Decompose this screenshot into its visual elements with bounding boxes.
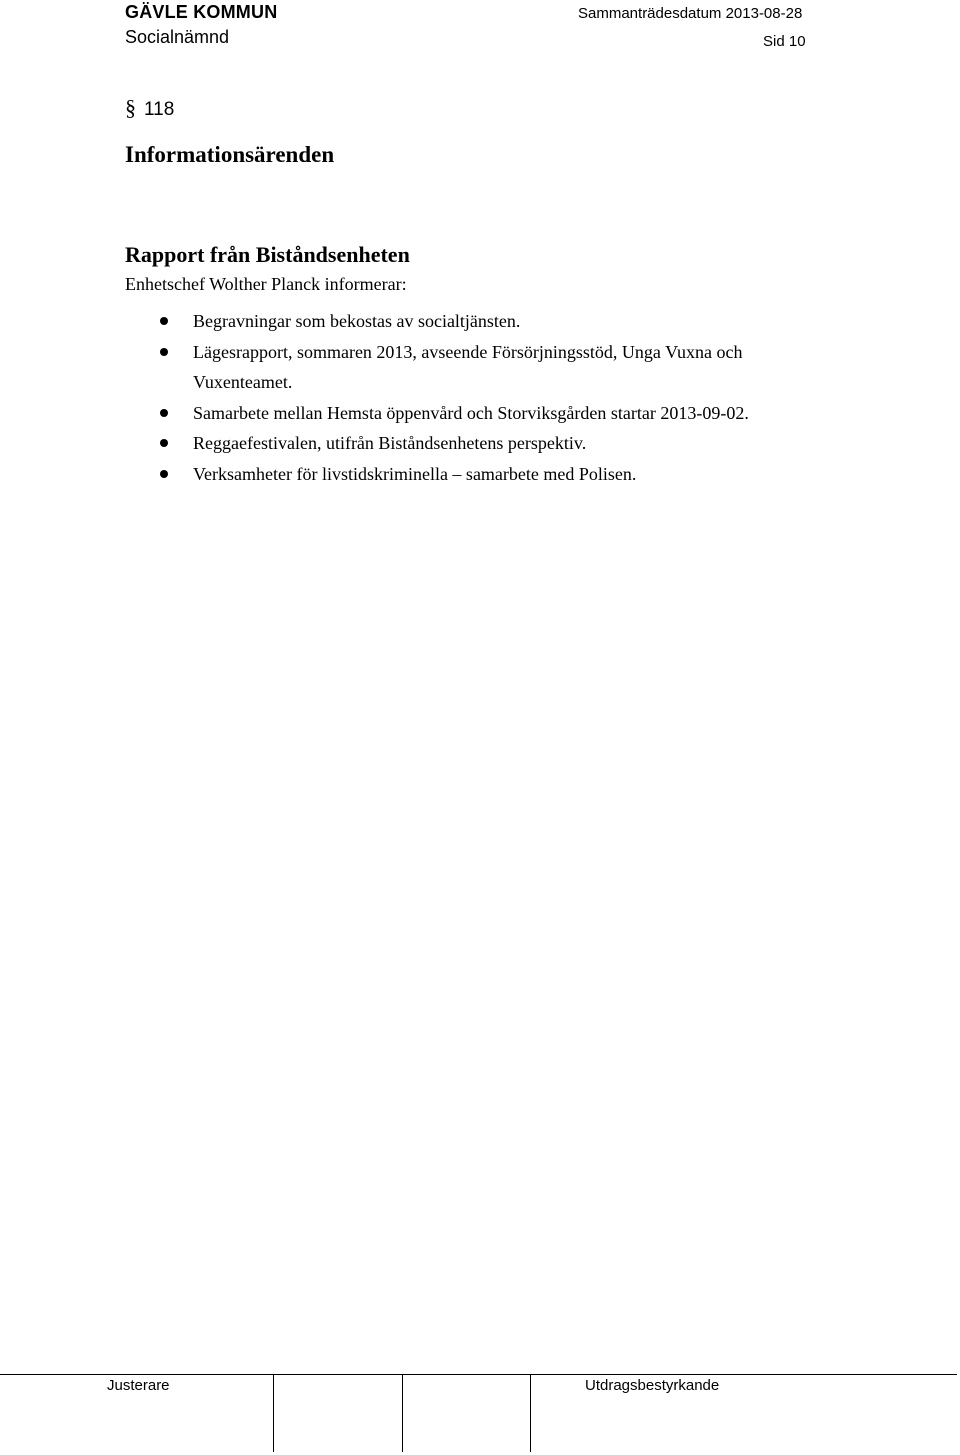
- list-item: [125, 459, 765, 490]
- bullet-icon: [160, 439, 168, 447]
- list-item: [125, 398, 765, 429]
- list-item-text: Reggaefestivalen, utifrån Biståndsenhetens perspektiv.: [193, 433, 587, 453]
- list-item-text: Lägesrapport, sommaren 2013, avseende Försörjningsstöd, Unga Vuxna och Vuxenteamet.: [193, 341, 743, 392]
- page-number: Sid 10: [763, 33, 806, 50]
- bullet-icon: [160, 470, 168, 478]
- organization-name: GÄVLE KOMMUN: [125, 2, 278, 22]
- department-name: Socialnämnd: [125, 27, 230, 47]
- section-sign: §: [125, 95, 136, 120]
- footer-rule: [0, 1374, 957, 1375]
- list-item: [125, 306, 765, 337]
- list-item-text: Verksamheter för livstidskriminella – samarbete med Polisen.: [193, 463, 637, 484]
- paragraph-number-value: 118: [144, 99, 175, 120]
- list-item-text: Samarbete mellan Hemsta öppenvård och Storviksgården startar 2013-09-02.: [193, 402, 749, 423]
- list-item: [125, 337, 765, 398]
- footer-justerare-label: Justerare: [107, 1377, 170, 1394]
- list-item-text: Begravningar som bekostas av socialtjänsten.: [193, 311, 521, 331]
- intro-text: Enhetschef Wolther Planck informerar:: [125, 274, 407, 294]
- bullet-icon: [160, 409, 168, 417]
- section-title: Informationsärenden: [125, 142, 335, 167]
- meeting-date: Sammanträdesdatum 2013-08-28: [578, 5, 803, 22]
- bullet-icon: [160, 348, 168, 356]
- footer-divider: [530, 1374, 531, 1452]
- subsection-title: Rapport från Biståndsenheten: [125, 242, 410, 267]
- footer-divider: [273, 1374, 274, 1452]
- list-item: [125, 428, 765, 459]
- bullet-icon: [160, 317, 168, 325]
- footer-divider: [402, 1374, 403, 1452]
- footer-utdrag-label: Utdragsbestyrkande: [585, 1377, 720, 1394]
- paragraph-number: [125, 95, 174, 121]
- bullet-list: [125, 306, 765, 489]
